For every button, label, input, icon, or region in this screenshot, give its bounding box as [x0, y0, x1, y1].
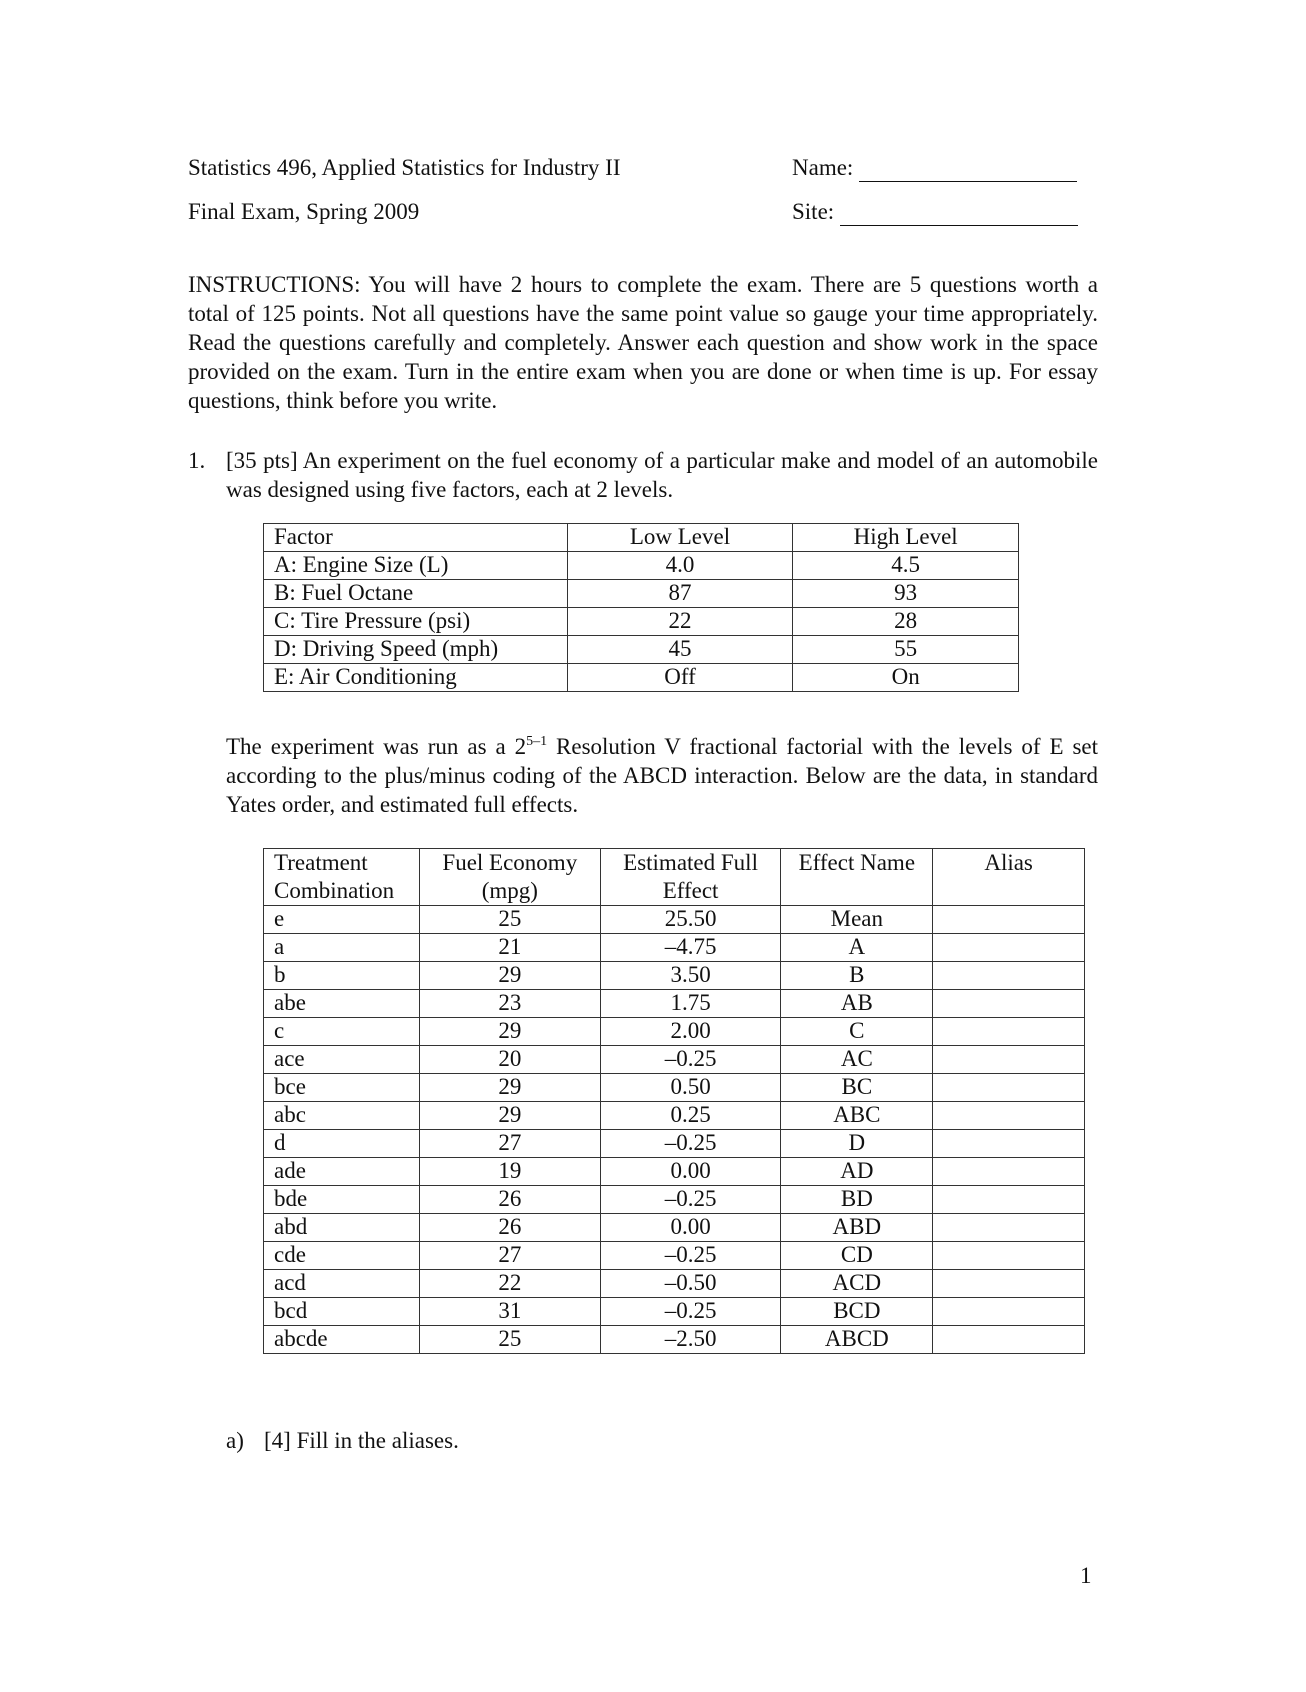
factor-table-cell: 22 [567, 608, 793, 636]
factor-table-row [264, 636, 1019, 664]
design-text-after: Resolution V fractional factorial with the levels of E set according to the plus/minus coding of the ABCD interaction. Below are the data, in standard Yates order, and estimated full effects. [226, 734, 1098, 817]
alias-cell[interactable] [933, 1046, 1085, 1074]
alias-cell[interactable] [933, 1074, 1085, 1102]
data-table-cell: –0.25 [600, 1298, 781, 1326]
data-table-cell: 27 [419, 1130, 600, 1158]
factor-table-cell: 28 [793, 608, 1019, 636]
data-table-row [264, 962, 1085, 990]
data-table-cell: 25 [419, 1326, 600, 1354]
data-table-row [264, 990, 1085, 1018]
data-table-row [264, 1102, 1085, 1130]
alias-cell[interactable] [933, 1242, 1085, 1270]
data-table-cell: ACD [781, 1270, 933, 1298]
data-table-cell: D [781, 1130, 933, 1158]
data-table-cell: 1.75 [600, 990, 781, 1018]
alias-cell[interactable] [933, 1018, 1085, 1046]
factor-table-cell: 55 [793, 636, 1019, 664]
alias-cell[interactable] [933, 1270, 1085, 1298]
data-table-header-cell [781, 849, 933, 906]
data-table-header-line: Treatment [274, 850, 368, 875]
data-table-cell: 22 [419, 1270, 600, 1298]
data-table-cell: 31 [419, 1298, 600, 1326]
factor-table-header-row [264, 524, 1019, 552]
data-table-cell: 26 [419, 1214, 600, 1242]
alias-cell[interactable] [933, 962, 1085, 990]
factor-table-header-cell: Low Level [567, 524, 793, 552]
data-table-cell: 23 [419, 990, 600, 1018]
data-table-cell: –0.50 [600, 1270, 781, 1298]
factor-table-row [264, 552, 1019, 580]
factor-table-row [264, 580, 1019, 608]
data-table-cell: A [781, 934, 933, 962]
data-table-row [264, 1130, 1085, 1158]
question-1-text: [35 pts] An experiment on the fuel economy of a particular make and model of an automobile was designed using five factors, each at 2 levels. [226, 448, 1098, 502]
data-table-header-line [791, 877, 922, 905]
data-table-row [264, 1046, 1085, 1074]
data-table-cell: bde [264, 1186, 420, 1214]
course-title: Statistics 496, Applied Statistics for Industry II [188, 155, 621, 180]
factor-table-cell: 87 [567, 580, 793, 608]
factor-table-header-cell: High Level [793, 524, 1019, 552]
alias-cell[interactable] [933, 1186, 1085, 1214]
data-table-cell: BD [781, 1186, 933, 1214]
data-table-cell: 25.50 [600, 906, 781, 934]
data-table-cell: abc [264, 1102, 420, 1130]
data-table [263, 848, 1085, 1354]
data-table-cell: BCD [781, 1298, 933, 1326]
data-table-cell: cde [264, 1242, 420, 1270]
page-number: 1 [1080, 1563, 1092, 1588]
data-table-cell: 0.25 [600, 1102, 781, 1130]
data-table-cell: C [781, 1018, 933, 1046]
alias-cell[interactable] [933, 1102, 1085, 1130]
data-table-cell: CD [781, 1242, 933, 1270]
data-table-cell: ace [264, 1046, 420, 1074]
factor-table-cell: On [793, 664, 1019, 692]
data-table-header-row [264, 849, 1085, 906]
design-description [226, 732, 1098, 819]
exam-title: Final Exam, Spring 2009 [188, 199, 420, 224]
data-table-cell: –0.25 [600, 1242, 781, 1270]
data-table-header-line [943, 877, 1074, 905]
data-table-cell: ABD [781, 1214, 933, 1242]
alias-cell[interactable] [933, 1158, 1085, 1186]
data-table-header-line: Estimated Full [623, 850, 758, 875]
factor-table-cell: 45 [567, 636, 793, 664]
factor-table-cell: 4.0 [567, 552, 793, 580]
data-table-cell: 27 [419, 1242, 600, 1270]
data-table-row [264, 1298, 1085, 1326]
data-table-header-cell [264, 849, 420, 906]
data-table-cell: –2.50 [600, 1326, 781, 1354]
data-table-header-line: Alias [984, 850, 1033, 875]
part-a-label: a) [226, 1428, 244, 1453]
data-table-cell: bce [264, 1074, 420, 1102]
data-table-cell: c [264, 1018, 420, 1046]
data-table-cell: ABC [781, 1102, 933, 1130]
data-table-cell: 19 [419, 1158, 600, 1186]
data-table-cell: 0.50 [600, 1074, 781, 1102]
data-table-row [264, 906, 1085, 934]
data-table-cell: e [264, 906, 420, 934]
data-table-cell: 3.50 [600, 962, 781, 990]
data-table-cell: AB [781, 990, 933, 1018]
name-blank[interactable] [859, 159, 1077, 182]
data-table-cell: abcde [264, 1326, 420, 1354]
factor-table-cell: A: Engine Size (L) [264, 552, 568, 580]
data-table-cell: bcd [264, 1298, 420, 1326]
data-table-cell: AC [781, 1046, 933, 1074]
data-table-header-line: Combination [274, 878, 395, 903]
factor-table-cell: D: Driving Speed (mph) [264, 636, 568, 664]
data-table-cell: Mean [781, 906, 933, 934]
data-table-cell: 29 [419, 1074, 600, 1102]
question-1-number: 1. [188, 448, 206, 473]
alias-cell[interactable] [933, 1326, 1085, 1354]
factor-table-cell: E: Air Conditioning [264, 664, 568, 692]
data-table-cell: –0.25 [600, 1046, 781, 1074]
factor-table-cell: 93 [793, 580, 1019, 608]
alias-cell[interactable] [933, 1214, 1085, 1242]
alias-cell[interactable] [933, 990, 1085, 1018]
factor-table-cell: 4.5 [793, 552, 1019, 580]
data-table-cell: B [781, 962, 933, 990]
data-table-row [264, 1018, 1085, 1046]
data-table-cell: –0.25 [600, 1130, 781, 1158]
alias-cell[interactable] [933, 934, 1085, 962]
data-table-row [264, 1158, 1085, 1186]
data-table-row [264, 1242, 1085, 1270]
data-table-cell: 2.00 [600, 1018, 781, 1046]
data-table-cell: d [264, 1130, 420, 1158]
alias-cell[interactable] [933, 1298, 1085, 1326]
site-field [792, 198, 1078, 226]
instructions: INSTRUCTIONS: You will have 2 hours to complete the exam. There are 5 questions worth a total of 125 points. Not all questions have the same point value so gauge your time appropriately. Read the questions carefully and completely. Answer each question and show work in the space provided on the exam. Turn in the entire exam when you are done or when time is up. For essay questions, think before you write. [188, 272, 1098, 413]
data-table-header-line: Fuel Economy [442, 850, 578, 875]
data-table-row [264, 1074, 1085, 1102]
factor-table [263, 523, 1019, 692]
data-table-header-line: Effect [662, 878, 719, 903]
data-table-cell: 29 [419, 1018, 600, 1046]
factor-table-cell: Off [567, 664, 793, 692]
data-table-row [264, 1214, 1085, 1242]
data-table-cell: b [264, 962, 420, 990]
data-table-cell: abe [264, 990, 420, 1018]
data-table-row [264, 1326, 1085, 1354]
data-table-cell: BC [781, 1074, 933, 1102]
factor-table-header-cell: Factor [264, 524, 568, 552]
data-table-cell: 0.00 [600, 1158, 781, 1186]
data-table-header-cell [933, 849, 1085, 906]
data-table-cell: abd [264, 1214, 420, 1242]
data-table-header-cell [600, 849, 781, 906]
data-table-cell: AD [781, 1158, 933, 1186]
data-table-cell: 29 [419, 962, 600, 990]
data-table-row [264, 934, 1085, 962]
data-table-cell: 25 [419, 906, 600, 934]
part-a-text: [4] Fill in the aliases. [264, 1428, 459, 1453]
data-table-cell: 20 [419, 1046, 600, 1074]
factor-table-cell: B: Fuel Octane [264, 580, 568, 608]
data-table-cell: –4.75 [600, 934, 781, 962]
data-table-header-cell [419, 849, 600, 906]
data-table-cell: a [264, 934, 420, 962]
data-table-cell: acd [264, 1270, 420, 1298]
data-table-cell: 0.00 [600, 1214, 781, 1242]
design-text-before: The experiment was run as a 2 [226, 734, 527, 759]
data-table-cell: ABCD [781, 1326, 933, 1354]
data-table-header-line: Effect Name [798, 850, 916, 875]
site-blank[interactable] [840, 203, 1078, 226]
data-table-cell: 26 [419, 1186, 600, 1214]
name-label: Name: [792, 155, 854, 180]
factor-table-cell: C: Tire Pressure (psi) [264, 608, 568, 636]
data-table-cell: 29 [419, 1102, 600, 1130]
site-label: Site: [792, 199, 835, 224]
name-field [792, 154, 1077, 182]
factor-table-row [264, 664, 1019, 692]
data-table-cell: ade [264, 1158, 420, 1186]
data-table-cell: 21 [419, 934, 600, 962]
data-table-row [264, 1186, 1085, 1214]
data-table-header-line: (mpg) [481, 878, 538, 903]
design-exponent: 5–1 [526, 734, 548, 749]
alias-cell[interactable] [933, 906, 1085, 934]
factor-table-row [264, 608, 1019, 636]
alias-cell[interactable] [933, 1130, 1085, 1158]
data-table-cell: –0.25 [600, 1186, 781, 1214]
data-table-row [264, 1270, 1085, 1298]
